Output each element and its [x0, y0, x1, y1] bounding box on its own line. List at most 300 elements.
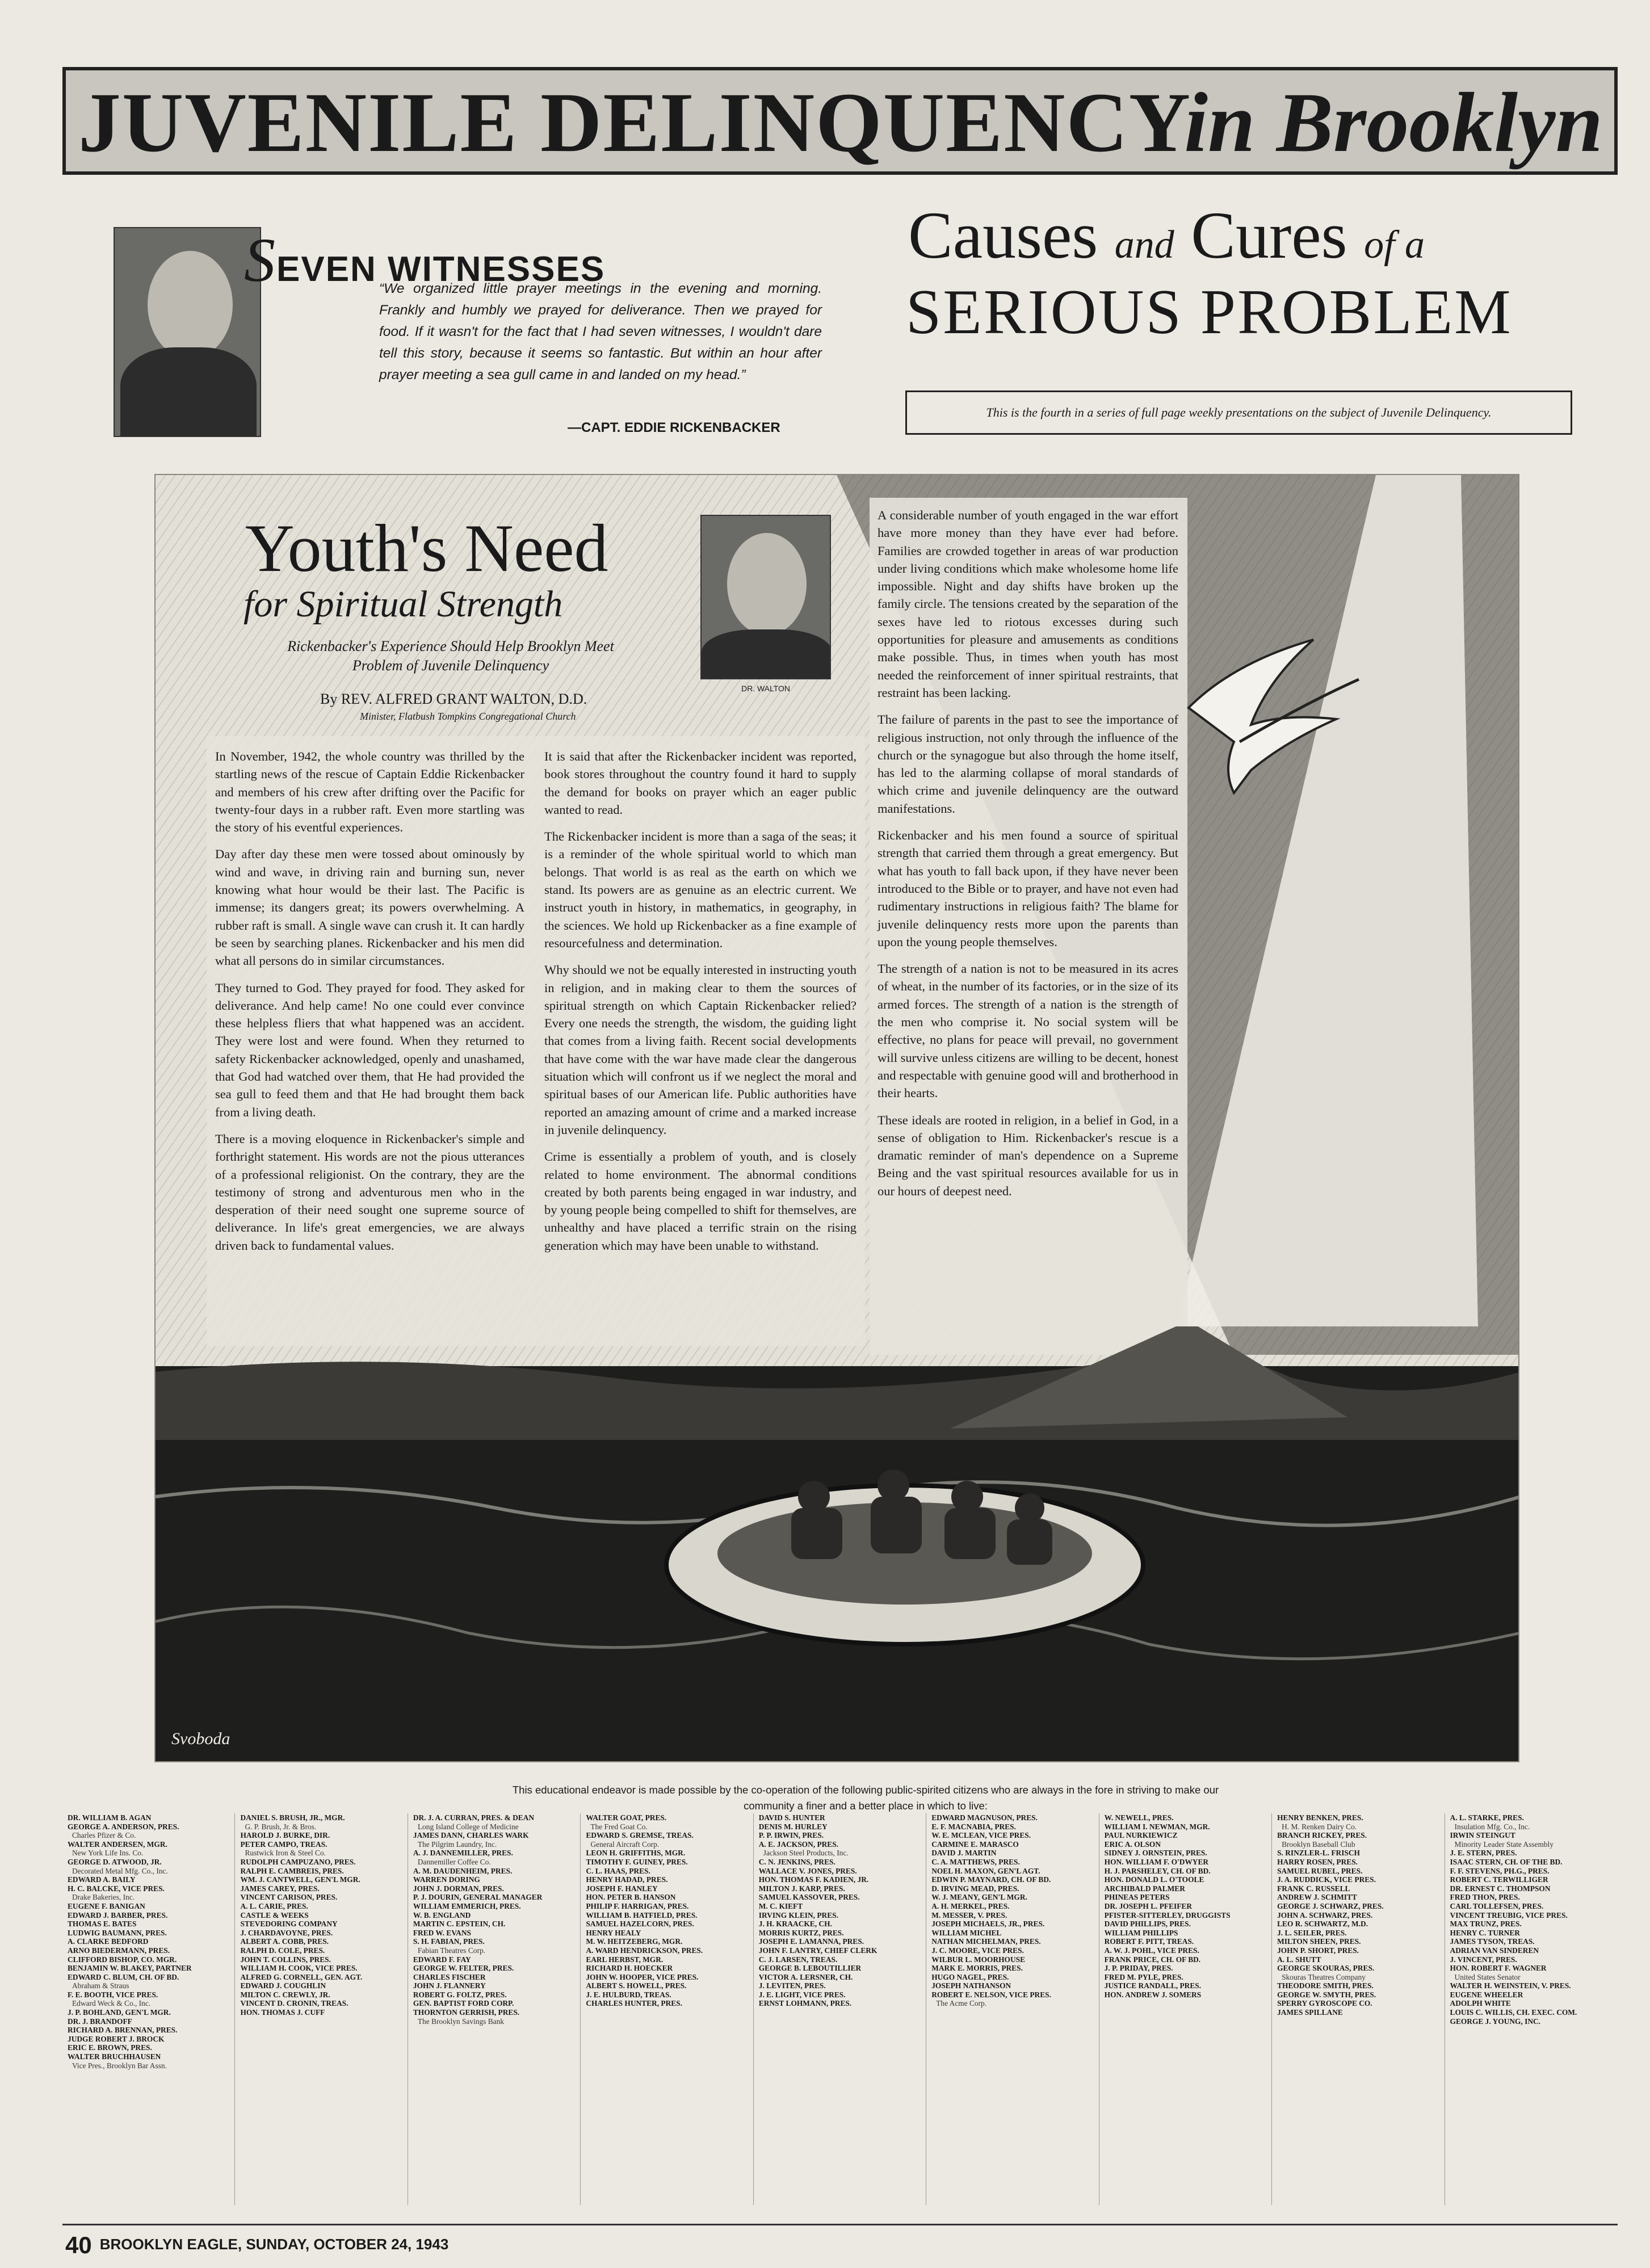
sponsor-entry — [65, 1884, 234, 1902]
sponsor-entry — [929, 1902, 1098, 1911]
sponsor-name: A. CLARKE BEDFORD — [68, 1937, 149, 1946]
sponsor-entry — [411, 1911, 580, 1920]
sponsor-entry — [1448, 2008, 1617, 2017]
sponsor-entry — [238, 1875, 407, 1884]
sponsor-entry — [1102, 1929, 1271, 1938]
sponsor-entry — [65, 2035, 234, 2044]
sponsor-company: The Brooklyn Savings Bank — [417, 2017, 504, 2026]
sponsor-name: W. NEWELL, PRES. — [1104, 1813, 1174, 1822]
sponsor-entry — [65, 1858, 234, 1875]
sponsor-name: ROBERT G. FOLTZ, PRES. — [413, 1990, 507, 1999]
sponsor-name: GEORGE W. SMYTH, PRES. — [1277, 1990, 1376, 1999]
paragraph: There is a moving eloquence in Rickenbacker's simple and forthright statement. His words are not the pious utterances of a professional religionist. On the contrary, they are the testimony of strong and adventurous men who in the desperation of their need sought one supreme source of deliverance. In life's great emergencies, we are always driven back to fundamental values. — [215, 1131, 524, 1253]
life-raft-illustration — [156, 1326, 1519, 1762]
sponsor-name: VINCENT TREUBIG, VICE PRES. — [1450, 1910, 1568, 1920]
sponsor-intro: This educational endeavor is made possible by the co-operation of the following public-spirited citizens who are always in the fore in striving to make our community a finer and a better place in which to live: — [512, 1784, 1219, 1812]
article-byline: By REV. ALFRED GRANT WALTON, D.D. — [320, 691, 587, 707]
sponsor-entry — [238, 1893, 407, 1902]
sponsor-entry — [929, 1964, 1098, 1973]
sponsor-entry — [411, 1964, 580, 1973]
sponsor-name: GEORGE SKOURAS, PRES. — [1277, 1964, 1375, 1973]
paragraph: The strength of a nation is not to be measured in its acres of wheat, in the number of its factories, or in the size of its armed forces. The strength of a nation is the strength of the men who comprise it. No social system will be effective, no plans for peace will prevail, no government will survive unless citizens are willing to be decent, honest and respectable with genuine good will and brotherhood in their hearts. — [878, 961, 1178, 1101]
rickenbacker-quote: “We organized little prayer meetings in the evening and morning. Frankly and humbly we prayed for deliverance. Then we prayed for food. If it wasn't for the fact that I had seven witnesses, I wouldn't dare tell this story, because it seems so fantastic. But within an hour after prayer meeting a sea gull came in and landed on my head.” — [379, 281, 822, 383]
sponsor-name: FRED THON, PRES. — [1450, 1893, 1520, 1902]
sponsor-name: JOSEPH MICHAELS, JR., PRES. — [931, 1920, 1045, 1929]
sponsor-name: NATHAN MICHELMAN, PRES. — [931, 1937, 1041, 1946]
sponsor-company: Brooklyn Baseball Club — [1282, 1839, 1355, 1849]
sponsor-name: ALBERT A. COBB, PRES. — [240, 1937, 329, 1946]
sponsor-name: CHARLES HUNTER, PRES. — [586, 1999, 682, 2008]
sponsor-name: NOEL H. MAXON, GEN'L AGT. — [931, 1866, 1040, 1875]
sponsor-entry — [583, 1929, 753, 1938]
sponsor-entry — [1275, 1902, 1444, 1911]
sponsor-entry — [1448, 1937, 1617, 1946]
sponsor-name: EARL HERBST, MGR. — [586, 1955, 664, 1964]
sponsor-name: FRANK C. RUSSELL — [1277, 1884, 1350, 1893]
sponsor-name: P. J. DOURIN, GENERAL MANAGER — [413, 1893, 543, 1902]
sponsor-name: WILLIAM H. COOK, VICE PRES. — [240, 1964, 358, 1973]
sponsor-name: DR. ERNEST C. THOMPSON — [1450, 1884, 1551, 1893]
sponsor-column — [1275, 1813, 1445, 2205]
sponsor-entry — [238, 1902, 407, 1911]
sponsor-name: WM. J. CANTWELL, GEN'L MGR. — [240, 1875, 360, 1884]
causes-cures-heading: Causes and Cures of a — [908, 198, 1425, 272]
sponsor-entry — [929, 1831, 1098, 1840]
author-affiliation: Minister, Flatbush Tompkins Congregational Church — [360, 711, 576, 722]
sponsor-company: Decorated Metal Mfg. Co., Inc. — [72, 1866, 168, 1875]
sponsor-name: ADRIAN VAN SINDEREN — [1450, 1946, 1539, 1955]
sponsor-entry — [1102, 1849, 1271, 1858]
sponsor-entry — [65, 2017, 234, 2026]
sponsor-name: PHILIP F. HARRIGAN, PRES. — [586, 1901, 689, 1910]
sponsor-entry — [65, 2008, 234, 2017]
sponsor-name: HARRY ROSEN, PRES. — [1277, 1857, 1358, 1866]
sponsor-entry — [583, 1990, 753, 2000]
sponsor-entry — [1102, 1875, 1271, 1884]
sponsor-name: W. E. MCLEAN, VICE PRES. — [931, 1831, 1031, 1840]
article-subtitle: for Spiritual Strength — [243, 583, 563, 625]
sponsor-company: Edward Weck & Co., Inc. — [72, 1999, 151, 2008]
sponsor-list — [65, 1813, 1620, 2211]
sponsor-entry — [65, 1964, 234, 1973]
sponsor-entry — [757, 1884, 926, 1893]
sponsor-company: Vice Pres., Brooklyn Bar Assn. — [72, 2061, 167, 2070]
sponsor-entry — [1102, 1973, 1271, 1982]
sponsor-entry — [1102, 1893, 1271, 1902]
sponsor-entry — [757, 1973, 926, 1982]
sponsor-entry — [65, 2052, 234, 2070]
paragraph: Crime is essentially a problem of youth, and is closely related to home environment. The abnormal conditions created by both parents being engaged in war industry, and by young people being compelled to shift for themselves, are unhealthy and have placed a terrific strain on the rising generation which may have been unable to withstand. — [544, 1149, 857, 1253]
page-number: 40 — [65, 2232, 92, 2258]
sponsor-name: WALTER BRUCHHAUSEN — [68, 2052, 161, 2061]
sponsor-name: F. F. STEVENS, PH.G., PRES. — [1450, 1866, 1550, 1875]
sponsor-entry — [929, 1875, 1098, 1884]
sponsor-name: A. H. MERKEL, PRES. — [931, 1901, 1010, 1910]
sponsor-entry — [583, 1973, 753, 1982]
paragraph: Rickenbacker and his men found a source of spiritual strength that carried them through a great emergency. But what has youth to fall back upon, if they have never been introduced to the Bible or to prayer, and have not even had rudimentary instructions in religious faith? The blame for juvenile delinquency rests more upon the parents than upon the young people themselves. — [878, 828, 1178, 949]
sponsor-entry — [583, 1937, 753, 1946]
sponsor-entry — [1275, 1964, 1444, 1981]
sponsor-entry — [238, 1999, 407, 2008]
sponsor-column — [757, 1813, 926, 2205]
sponsor-entry — [1275, 1884, 1444, 1893]
sponsor-entry — [65, 1920, 234, 1929]
sponsor-name: BENJAMIN W. BLAKEY, PARTNER — [68, 1964, 192, 1973]
article-column-3 — [878, 506, 1178, 1209]
sponsor-name: ERIC A. OLSON — [1104, 1839, 1161, 1849]
sponsor-name: JUDGE ROBERT J. BROCK — [68, 2034, 165, 2043]
sponsor-name: WILLIAM I. NEWMAN, MGR. — [1104, 1822, 1210, 1831]
sponsor-entry — [1448, 1964, 1617, 1981]
sponsor-column — [1102, 1813, 1272, 2205]
sponsor-entry — [65, 2043, 234, 2052]
sponsor-entry — [1275, 1937, 1444, 1946]
sponsor-name: WILLIAM EMMERICH, PRES. — [413, 1901, 521, 1910]
sponsor-entry — [238, 1884, 407, 1893]
sponsor-entry — [583, 1813, 753, 1831]
sponsor-name: WILBUR L. MOORHOUSE — [931, 1955, 1026, 1964]
sponsor-name: ISAAC STERN, CH. OF THE BD. — [1450, 1857, 1563, 1866]
sponsor-entry — [1275, 1849, 1444, 1858]
sponsor-column — [929, 1813, 1099, 2205]
sponsor-name: A. L. SHUTT — [1277, 1955, 1321, 1964]
sponsor-name: JUSTICE RANDALL, PRES. — [1104, 1981, 1202, 1990]
sponsor-entry — [757, 1981, 926, 1990]
sponsor-entry — [757, 1867, 926, 1876]
sponsor-name: ARNO BIEDERMANN, PRES. — [68, 1946, 170, 1955]
sponsor-entry — [238, 1929, 407, 1938]
sponsor-company: Minority Leader State Assembly — [1454, 1839, 1554, 1849]
sponsor-entry — [1275, 1981, 1444, 1990]
sponsor-name: GEORGE J. SCHWARZ, PRES. — [1277, 1901, 1384, 1910]
sponsor-company: H. M. Renken Dairy Co. — [1282, 1822, 1357, 1831]
sponsor-name: SAMUEL RUBEL, PRES. — [1277, 1866, 1363, 1875]
sponsor-name: A. M. DAUDENHEIM, PRES. — [413, 1866, 513, 1875]
sponsor-entry — [1275, 1955, 1444, 1964]
sponsor-column — [583, 1813, 753, 2205]
sponsor-entry — [238, 1858, 407, 1867]
sponsor-company: Rustwick Iron & Steel Co. — [245, 1849, 326, 1858]
sponsor-name: PHINEAS PETERS — [1104, 1893, 1170, 1902]
sponsor-entry — [65, 1911, 234, 1920]
sponsor-company: Charles Pfizer & Co. — [72, 1831, 136, 1840]
sponsor-name: J. C. MOORE, VICE PRES. — [931, 1946, 1024, 1955]
sponsor-name: STEVEDORING COMPANY — [240, 1920, 338, 1929]
sponsor-entry — [1102, 1867, 1271, 1876]
sponsor-entry — [757, 1858, 926, 1867]
sponsor-name: IRWIN STEINGUT — [1450, 1831, 1515, 1840]
sponsor-entry — [757, 1955, 926, 1964]
paragraph: The failure of parents in the past to see the importance of religious instruction, not only through the influence of the church or the synagogue but also through the home itself, has led to the alarming collapse of moral standards of which crime and juvenile delinquency are the outward manifestations. — [878, 712, 1178, 816]
sponsor-entry — [411, 1902, 580, 1911]
sponsor-name: JOHN F. LANTRY, CHIEF CLERK — [758, 1946, 878, 1955]
sponsor-name: A. E. JACKSON, PRES. — [758, 1839, 839, 1849]
sponsor-name: M. MESSER, V. PRES. — [931, 1910, 1007, 1920]
sponsor-entry — [411, 1813, 580, 1831]
sponsor-company: New York Life Ins. Co. — [72, 1849, 144, 1858]
sponsor-name: VINCENT CARISON, PRES. — [240, 1893, 338, 1902]
sponsor-entry — [583, 1920, 753, 1929]
sponsor-entry — [411, 1937, 580, 1955]
sponsor-name: GEORGE W. FELTER, PRES. — [413, 1964, 514, 1973]
sponsor-name: WILLIAM B. HATFIELD, PRES. — [586, 1910, 698, 1920]
sponsor-entry — [238, 1911, 407, 1920]
sponsor-name: FRED W. EVANS — [413, 1928, 471, 1937]
sponsor-entry — [411, 1875, 580, 1884]
sponsor-entry — [1102, 1981, 1271, 1990]
sponsor-name: J. E. STERN, PRES. — [1450, 1849, 1517, 1858]
sponsor-name: J. VINCENT, PRES. — [1450, 1955, 1517, 1964]
sponsor-name: HON. THOMAS J. CUFF — [240, 2008, 325, 2017]
sponsor-name: RICHARD A. BRENNAN, PRES. — [68, 2026, 178, 2035]
sponsor-entry — [583, 1981, 753, 1990]
sponsor-entry — [411, 1831, 580, 1849]
sponsor-column — [65, 1813, 235, 2205]
sponsor-name: ARCHIBALD PALMER — [1104, 1884, 1185, 1893]
sponsor-name: D. IRVING MEAD, PRES. — [931, 1884, 1019, 1893]
sponsor-name: ROBERT C. TERWILLIGER — [1450, 1875, 1548, 1884]
sponsor-entry — [757, 1920, 926, 1929]
sponsor-company: Long Island College of Medicine — [417, 1822, 519, 1831]
sponsor-entry — [238, 1840, 407, 1858]
article-column-2 — [544, 747, 857, 1263]
sponsor-entry — [1275, 1867, 1444, 1876]
sponsor-company: The Fred Goat Co. — [590, 1822, 648, 1831]
sponsor-name: ERNST LOHMANN, PRES. — [758, 1999, 852, 2008]
sponsor-company: Abraham & Straus — [72, 1981, 129, 1990]
sponsor-name: JOSEPH F. HANLEY — [586, 1884, 658, 1893]
sponsor-entry — [1102, 1920, 1271, 1929]
sponsor-entry — [238, 1981, 407, 1990]
sponsor-column — [238, 1813, 408, 2205]
sponsor-name: SIDNEY J. ORNSTEIN, PRES. — [1104, 1849, 1207, 1858]
sponsor-name: GEORGE D. ATWOOD, JR. — [68, 1857, 162, 1866]
sponsor-entry — [411, 1849, 580, 1866]
sponsor-entry — [929, 1893, 1098, 1902]
sponsor-entry — [929, 1929, 1098, 1938]
sponsor-name: GEORGE B. LEBOUTILLIER — [758, 1964, 862, 1973]
sponsor-name: DAVID PHILLIPS, PRES. — [1104, 1920, 1191, 1929]
sponsor-entry — [757, 1946, 926, 1955]
sponsor-entry — [583, 1884, 753, 1893]
sponsor-column — [411, 1813, 581, 2205]
article-column-1 — [215, 747, 524, 1263]
sponsor-company: G. P. Brush, Jr. & Bros. — [245, 1822, 317, 1831]
sponsor-name: J. P. BOHLAND, GEN'L MGR. — [68, 2008, 171, 2017]
sponsor-name: J. P. PRIDAY, PRES. — [1104, 1964, 1173, 1973]
sponsor-name: C. L. HAAS, PRES. — [586, 1866, 650, 1875]
sponsor-name: THORNTON GERRISH, PRES. — [413, 2008, 520, 2017]
sponsor-entry — [65, 1840, 234, 1858]
sponsor-name: HON. PETER B. HANSON — [586, 1893, 676, 1902]
sponsor-entry — [1448, 1955, 1617, 1964]
sponsor-entry — [1448, 1849, 1617, 1858]
sponsor-name: A. W. J. POHL, VICE PRES. — [1104, 1946, 1199, 1955]
sponsor-name: J. L. SEILER, PRES. — [1277, 1928, 1347, 1937]
headline-banner — [62, 67, 1618, 175]
sponsor-column — [1448, 1813, 1617, 2205]
sponsor-name: LEON H. GRIFFITHS, MGR. — [586, 1849, 686, 1858]
sponsor-entry — [757, 1999, 926, 2008]
sponsor-name: ANDREW J. SCHMITT — [1277, 1893, 1357, 1902]
sponsor-entry — [929, 1920, 1098, 1929]
sponsor-name: HAROLD J. BURKE, DIR. — [240, 1831, 330, 1840]
sponsor-entry — [238, 1973, 407, 1982]
sponsor-name: JOHN T. COLLINS, PRES. — [240, 1955, 331, 1964]
sponsor-name: HON. ROBERT F. WAGNER — [1450, 1964, 1547, 1973]
rickenbacker-photo — [114, 227, 261, 437]
sponsor-company: Insulation Mfg. Co., Inc. — [1454, 1822, 1530, 1831]
sponsor-entry — [411, 1867, 580, 1876]
sponsor-entry — [1448, 1902, 1617, 1911]
sponsor-name: WILLIAM MICHEL — [931, 1928, 1002, 1937]
sponsor-company: Fabian Theatres Corp. — [417, 1946, 485, 1955]
sponsor-entry — [757, 1990, 926, 2000]
sponsor-entry — [929, 1937, 1098, 1946]
sponsor-name: W. J. MEANY, GEN'L MGR. — [931, 1893, 1027, 1902]
sponsor-entry — [1448, 1990, 1617, 2000]
sponsor-name: DAVID S. HUNTER — [758, 1813, 825, 1822]
sponsor-name: MAX TRUNZ, PRES. — [1450, 1920, 1522, 1929]
sponsor-name: CLIFFORD BISHOP, CO. MGR. — [68, 1955, 177, 1964]
sponsor-entry — [238, 1867, 407, 1876]
sponsor-name: M. C. KIEFT — [758, 1901, 803, 1910]
sponsor-name: THEODORE SMITH, PRES. — [1277, 1981, 1374, 1990]
sponsor-name: MARTIN C. EPSTEIN, CH. — [413, 1920, 506, 1929]
sponsor-entry — [411, 1973, 580, 1982]
sponsor-name: JAMES SPILLANE — [1277, 2008, 1343, 2017]
sponsor-name: WALTER GOAT, PRES. — [586, 1813, 667, 1822]
sponsor-entry — [1102, 1831, 1271, 1840]
sponsor-name: RUDOLPH CAMPUZANO, PRES. — [240, 1857, 356, 1866]
sponsor-entry — [929, 1884, 1098, 1893]
sponsor-name: MILTON SHEEN, PRES. — [1277, 1937, 1361, 1946]
sponsor-entry — [1102, 1858, 1271, 1867]
sponsor-entry — [1102, 1990, 1271, 2000]
sponsor-entry — [1102, 1884, 1271, 1893]
sponsor-name: SPERRY GYROSCOPE CO. — [1277, 1999, 1372, 2008]
sponsor-name: JOHN P. SHORT, PRES. — [1277, 1946, 1359, 1955]
sponsor-entry — [929, 1946, 1098, 1955]
walton-photo — [700, 515, 831, 679]
sponsor-entry — [583, 1893, 753, 1902]
sponsor-name: A. L. CARIE, PRES. — [240, 1901, 308, 1910]
sponsor-name: EDWARD J. COUGHLIN — [240, 1981, 326, 1990]
sponsor-entry — [1275, 1893, 1444, 1902]
sponsor-name: DANIEL S. BRUSH, JR., MGR. — [240, 1813, 345, 1822]
paragraph: A considerable number of youth engaged in the war effort have more money than they have ever had before. Families are crowded together in areas of war production under living conditions which make wholesome home life impossible. Night and day shifts have broken up the family circle. The tensions created by the separation of the sexes have led to riotous excesses during such opportunities for pleasure and amusements as conditions make possible. Thus, in times when youth has most needed the reinforcement of inner spiritual restraints, that restraint has been lacking. — [878, 508, 1178, 700]
sponsor-name: JOSEPH NATHANSON — [931, 1981, 1011, 1990]
sponsor-name: THOMAS E. BATES — [68, 1920, 137, 1929]
sponsor-name: WARREN DORING — [413, 1875, 480, 1884]
sponsor-name: JAMES DANN, CHARLES WARK — [413, 1831, 529, 1840]
sponsor-entry — [583, 1911, 753, 1920]
sponsor-company: Drake Bakeries, Inc. — [72, 1893, 135, 1902]
sponsor-entry — [929, 1858, 1098, 1867]
sponsor-entry — [65, 1990, 234, 2008]
sponsor-entry — [1275, 1929, 1444, 1938]
sponsor-entry — [1448, 2017, 1617, 2026]
sponsor-entry — [65, 1929, 234, 1938]
sponsor-company: The Acme Corp. — [936, 1999, 987, 2008]
sponsor-name: P. P. IRWIN, PRES. — [758, 1831, 824, 1840]
paragraph: The Rickenbacker incident is more than a saga of the seas; it is a reminder of the whole spiritual world to which man belongs. That world is as real as the earth on which we stand. Its powers are as genuine as an electric current. We instruct youth in history, in mathematics, in geography, in the sciences. We hold up Rickenbacker as a fine example of resourcefulness and determination. — [544, 829, 857, 950]
sponsor-entry — [1275, 1813, 1444, 1831]
sponsor-entry — [1448, 1999, 1617, 2008]
sponsor-name: EDWARD C. BLUM, CH. OF BD. — [68, 1972, 179, 1981]
sponsor-entry — [1102, 1946, 1271, 1955]
sponsor-name: SAMUEL KASSOVER, PRES. — [758, 1893, 860, 1902]
sponsor-entry — [1102, 1911, 1271, 1920]
sponsor-entry — [1275, 1858, 1444, 1867]
artist-signature: Svoboda — [171, 1729, 230, 1748]
paragraph: These ideals are rooted in religion, in a belief in God, in a sense of obligation to Him. Rickenbacker's rescue is a dramatic reminder of man's dependence on a Supreme Being and the vast spiritual resources available for us in our hours of deepest need. — [878, 1112, 1178, 1198]
sponsor-name: ROBERT E. NELSON, VICE PRES. — [931, 1990, 1051, 1999]
sponsor-name: ERIC E. BROWN, PRES. — [68, 2043, 152, 2052]
sponsor-name: CARMINE E. MARASCO — [931, 1839, 1019, 1849]
sponsor-entry — [65, 1973, 234, 1990]
sponsor-entry — [929, 1990, 1098, 2008]
sponsor-name: TIMOTHY F. GUINEY, PRES. — [586, 1857, 688, 1866]
sponsor-entry — [411, 1893, 580, 1902]
sponsor-company: General Aircraft Corp. — [590, 1839, 660, 1849]
sponsor-name: CASTLE & WEEKS — [240, 1910, 309, 1920]
sponsor-name: WILLIAM PHILLIPS — [1104, 1928, 1178, 1937]
sponsor-name: C. N. JENKINS, PRES. — [758, 1857, 836, 1866]
sponsor-company: Skouras Theatres Company — [1282, 1972, 1366, 1981]
sponsor-name: J. CHARDAVOYNE, PRES. — [240, 1928, 333, 1937]
sponsor-name: GEORGE J. YOUNG, INC. — [1450, 2017, 1541, 2026]
sponsor-name: HENRY BENKEN, PRES. — [1277, 1813, 1363, 1822]
sponsor-entry — [238, 1937, 407, 1946]
sponsor-entry — [238, 1990, 407, 2000]
sponsor-name: F. E. BOOTH, VICE PRES. — [68, 1990, 158, 1999]
sponsor-name: FRED M. PYLE, PRES. — [1104, 1972, 1183, 1981]
sponsor-company: The Pilgrim Laundry, Inc. — [417, 1839, 497, 1849]
sponsor-name: EDWIN P. MAYNARD, CH. OF BD. — [931, 1875, 1051, 1884]
sponsor-entry — [1448, 1875, 1617, 1884]
sponsor-name: ROBERT F. PITT, TREAS. — [1104, 1937, 1194, 1946]
sponsor-entry — [1102, 1822, 1271, 1832]
sponsor-entry — [65, 1955, 234, 1964]
sponsor-name: LUDWIG BAUMANN, PRES. — [68, 1928, 167, 1937]
sponsor-name: GEORGE A. ANDERSON, PRES. — [68, 1822, 179, 1831]
sponsor-entry — [929, 1849, 1098, 1858]
sponsor-entry — [1275, 1990, 1444, 2000]
sponsor-entry — [238, 1955, 407, 1964]
sponsor-name: JOSEPH E. LAMANNA, PRES. — [758, 1937, 864, 1946]
sponsor-entry — [238, 1964, 407, 1973]
sponsor-name: DR. JOSEPH L. PFEIFER — [1104, 1901, 1193, 1910]
sponsor-name: W. B. ENGLAND — [413, 1910, 471, 1920]
sponsor-name: C. A. MATTHEWS, PRES. — [931, 1857, 1020, 1866]
sponsor-entry — [1448, 1893, 1617, 1902]
sponsor-entry — [1275, 1875, 1444, 1884]
sponsor-name: HUGO NAGEL, PRES. — [931, 1972, 1009, 1981]
sponsor-entry — [757, 1831, 926, 1840]
sponsor-name: WALLACE V. JONES, PRES. — [758, 1866, 857, 1875]
sponsor-name: FRANK PRICE, CH. OF BD. — [1104, 1955, 1201, 1964]
sponsor-entry — [929, 1813, 1098, 1822]
sponsor-name: JAMES CAREY, PRES. — [240, 1884, 320, 1893]
seven-witnesses-title: SEVEN WITNESSES — [244, 225, 606, 295]
sponsor-entry — [757, 1964, 926, 1973]
sponsor-entry — [583, 1831, 753, 1849]
sponsor-name: J. A. RUDDICK, VICE PRES. — [1277, 1875, 1376, 1884]
sponsor-entry — [1275, 2008, 1444, 2017]
sponsor-entry — [583, 1875, 753, 1884]
sponsor-name: EDWARD S. GREMSE, TREAS. — [586, 1831, 694, 1840]
